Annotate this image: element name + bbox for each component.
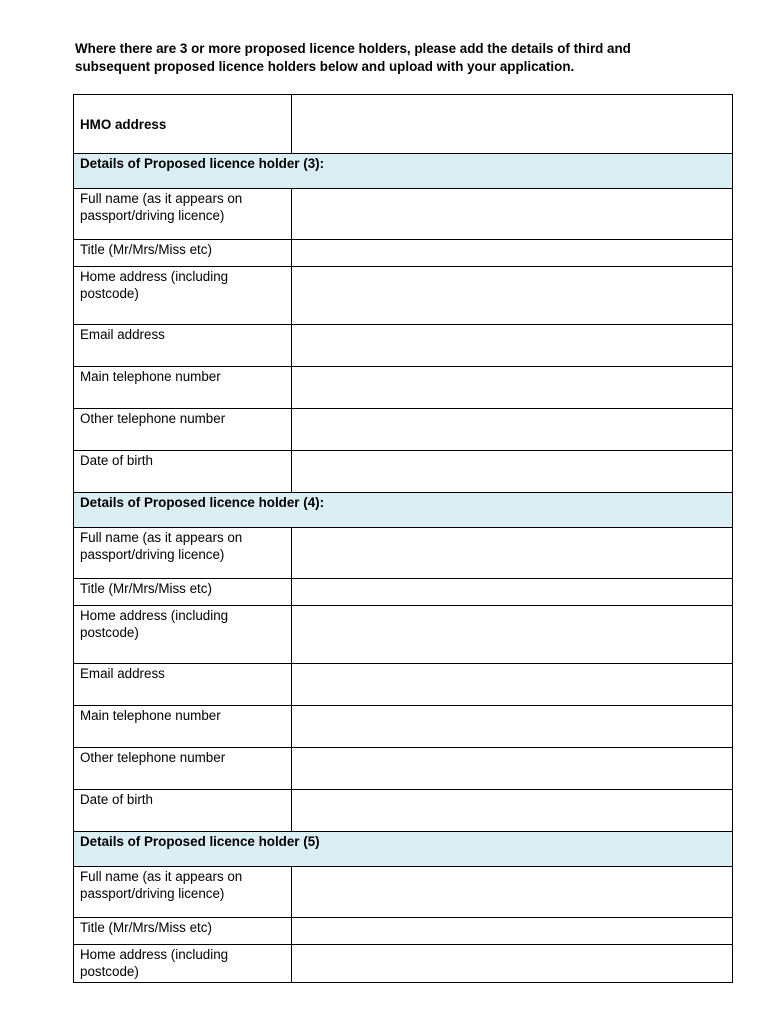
home-address-label — [74, 606, 292, 664]
title-label: Title (Mr/Mrs/Miss etc) — [74, 240, 292, 267]
full-name-input[interactable] — [292, 189, 733, 240]
title-label: Title (Mr/Mrs/Miss etc) — [74, 918, 292, 945]
row-full-name-holder-5 — [74, 867, 733, 918]
email-label: Email address — [74, 325, 292, 367]
row-other-phone-holder-4 — [74, 748, 733, 790]
full-name-label-line-2: passport/driving licence) — [80, 886, 225, 901]
row-dob-holder-3 — [74, 451, 733, 493]
row-title-holder-4 — [74, 579, 733, 606]
section-title-holder-3: Details of Proposed licence holder (3): — [74, 154, 733, 189]
row-dob-holder-4 — [74, 790, 733, 832]
row-full-name-holder-3 — [74, 189, 733, 240]
title-input[interactable] — [292, 240, 733, 267]
home-address-label-line-2: postcode) — [80, 964, 139, 979]
instructions-line-2: subsequent proposed licence holders below and upload with your application. — [75, 59, 575, 74]
main-phone-input[interactable] — [292, 706, 733, 748]
full-name-label-line-1: Full name (as it appears on — [80, 191, 243, 206]
home-address-input[interactable] — [292, 267, 733, 325]
full-name-label — [74, 189, 292, 240]
email-input[interactable] — [292, 325, 733, 367]
section-title-holder-4: Details of Proposed licence holder (4): — [74, 493, 733, 528]
dob-label: Date of birth — [74, 451, 292, 493]
main-phone-input[interactable] — [292, 367, 733, 409]
full-name-label-line-1: Full name (as it appears on — [80, 530, 243, 545]
row-full-name-holder-4 — [74, 528, 733, 579]
other-phone-label: Other telephone number — [74, 409, 292, 451]
full-name-label — [74, 528, 292, 579]
full-name-label-line-1: Full name (as it appears on — [80, 869, 243, 884]
row-home-address-holder-3 — [74, 267, 733, 325]
home-address-input[interactable] — [292, 606, 733, 664]
row-email-holder-3 — [74, 325, 733, 367]
licence-holders-form-table — [73, 94, 733, 983]
instructions-line-1: Where there are 3 or more proposed licence holders, please add the details of third and — [75, 41, 631, 56]
other-phone-label: Other telephone number — [74, 748, 292, 790]
home-address-label-line-2: postcode) — [80, 286, 139, 301]
other-phone-input[interactable] — [292, 748, 733, 790]
main-phone-label: Main telephone number — [74, 367, 292, 409]
home-address-label — [74, 945, 292, 983]
dob-label: Date of birth — [74, 790, 292, 832]
section-title-holder-5: Details of Proposed licence holder (5) — [74, 832, 733, 867]
home-address-label-line-2: postcode) — [80, 625, 139, 640]
row-other-phone-holder-3 — [74, 409, 733, 451]
home-address-label-line-1: Home address (including — [80, 608, 229, 623]
full-name-input[interactable] — [292, 867, 733, 918]
full-name-label-line-2: passport/driving licence) — [80, 547, 225, 562]
full-name-input[interactable] — [292, 528, 733, 579]
email-label: Email address — [74, 664, 292, 706]
row-main-phone-holder-4 — [74, 706, 733, 748]
hmo-address-label: HMO address — [74, 95, 292, 154]
row-main-phone-holder-3 — [74, 367, 733, 409]
title-input[interactable] — [292, 918, 733, 945]
row-title-holder-3 — [74, 240, 733, 267]
hmo-address-input[interactable] — [292, 95, 733, 154]
home-address-label-line-1: Home address (including — [80, 947, 229, 962]
full-name-label — [74, 867, 292, 918]
section-header-holder-3 — [74, 154, 733, 189]
title-input[interactable] — [292, 579, 733, 606]
home-address-input[interactable] — [292, 945, 733, 983]
main-phone-label: Main telephone number — [74, 706, 292, 748]
email-input[interactable] — [292, 664, 733, 706]
row-home-address-holder-5 — [74, 945, 733, 983]
instructions-text — [75, 40, 735, 76]
title-label: Title (Mr/Mrs/Miss etc) — [74, 579, 292, 606]
section-header-holder-5 — [74, 832, 733, 867]
row-home-address-holder-4 — [74, 606, 733, 664]
home-address-label — [74, 267, 292, 325]
row-email-holder-4 — [74, 664, 733, 706]
dob-input[interactable] — [292, 451, 733, 493]
full-name-label-line-2: passport/driving licence) — [80, 208, 225, 223]
dob-input[interactable] — [292, 790, 733, 832]
hmo-address-row — [74, 95, 733, 154]
home-address-label-line-1: Home address (including — [80, 269, 229, 284]
row-title-holder-5 — [74, 918, 733, 945]
section-header-holder-4 — [74, 493, 733, 528]
other-phone-input[interactable] — [292, 409, 733, 451]
